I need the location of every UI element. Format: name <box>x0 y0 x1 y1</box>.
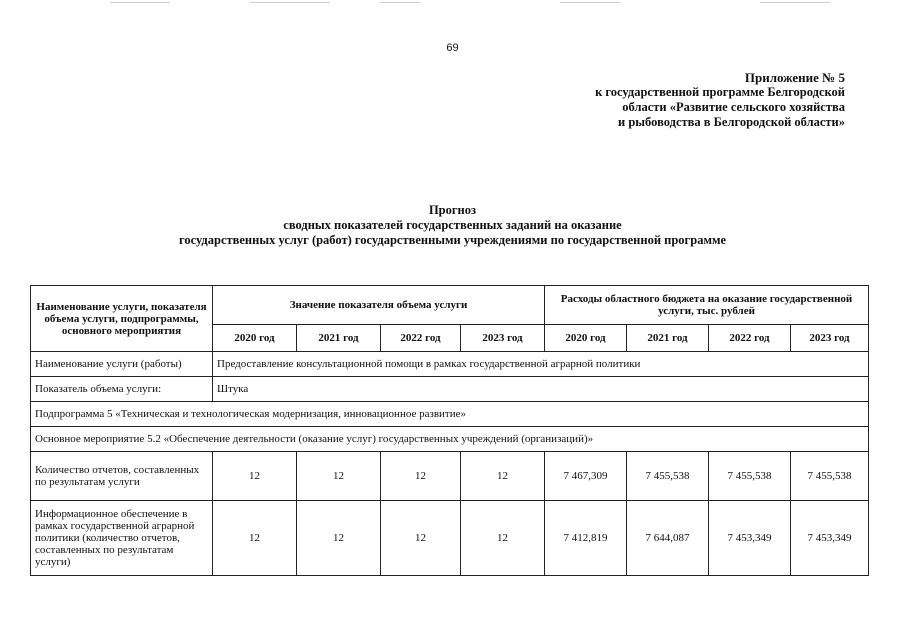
forecast-table <box>30 285 869 576</box>
header-year: 2021 год <box>627 325 709 352</box>
table-row <box>31 452 869 501</box>
subprogram-text: Подпрограмма 5 «Техническая и технологическая модернизация, инновационное развитие» <box>31 402 869 427</box>
appendix-heading <box>545 70 845 130</box>
header-year: 2020 год <box>545 325 627 352</box>
header-year: 2021 год <box>297 325 381 352</box>
expense-value: 7 644,087 <box>627 501 709 576</box>
volume-value: 12 <box>213 501 297 576</box>
expense-value: 7 412,819 <box>545 501 627 576</box>
row-name: Информационное обеспечение в рамках государственной аграрной политики (количество отчетов, составленных по результатам услуги) <box>31 501 213 576</box>
volume-value: 12 <box>213 452 297 501</box>
expense-value: 7 467,309 <box>545 452 627 501</box>
volume-value: 12 <box>297 501 381 576</box>
expense-value: 7 455,538 <box>709 452 791 501</box>
expense-value: 7 455,538 <box>791 452 869 501</box>
title-line: сводных показателей государственных заданий на оказание <box>283 218 622 232</box>
appendix-line: к государственной программе Белгородской <box>595 85 845 99</box>
scan-line-top-3 <box>380 2 420 3</box>
scan-line-top-5 <box>760 2 830 3</box>
volume-value: 12 <box>297 452 381 501</box>
indicator-value: Штука <box>213 377 869 402</box>
page-number: 69 <box>446 42 459 54</box>
indicator-label: Показатель объема услуги: <box>31 377 213 402</box>
main-event-row <box>31 427 869 452</box>
appendix-line: области «Развитие сельского хозяйства <box>622 100 845 114</box>
scan-line-top-2 <box>250 2 330 3</box>
header-expenses-group: Расходы областного бюджета на оказание государственной услуги, тыс. рублей <box>545 286 869 325</box>
volume-value: 12 <box>381 501 461 576</box>
service-name-label: Наименование услуги (работы) <box>31 352 213 377</box>
header-name-column: Наименование услуги, показателя объема услуги, подпрограммы, основного мероприятия <box>31 286 213 352</box>
header-year: 2022 год <box>709 325 791 352</box>
document-title <box>0 203 905 248</box>
header-year: 2022 год <box>381 325 461 352</box>
title-line: Прогноз <box>428 203 477 217</box>
indicator-row <box>31 377 869 402</box>
main-event-text: Основное мероприятие 5.2 «Обеспечение деятельности (оказание услуг) государственных учреждений (организаций)» <box>31 427 869 452</box>
scan-line-top-1 <box>110 2 170 3</box>
volume-value: 12 <box>461 452 545 501</box>
expense-value: 7 453,349 <box>791 501 869 576</box>
appendix-line: и рыбоводства в Белгородской области» <box>618 115 845 129</box>
header-year: 2023 год <box>461 325 545 352</box>
header-year: 2020 год <box>213 325 297 352</box>
service-name-row <box>31 352 869 377</box>
appendix-line: Приложение № 5 <box>744 70 845 85</box>
volume-value: 12 <box>381 452 461 501</box>
volume-value: 12 <box>461 501 545 576</box>
expense-value: 7 453,349 <box>709 501 791 576</box>
scan-line-top-4 <box>560 2 620 3</box>
expense-value: 7 455,538 <box>627 452 709 501</box>
header-volume-group: Значение показателя объема услуги <box>213 286 545 325</box>
service-name-value: Предоставление консультационной помощи в рамках государственной аграрной политики <box>213 352 869 377</box>
header-year: 2023 год <box>791 325 869 352</box>
row-name: Количество отчетов, составленных по результатам услуги <box>31 452 213 501</box>
title-line: государственных услуг (работ) государственными учреждениями по государственной программе <box>178 233 727 247</box>
table-row <box>31 501 869 576</box>
header-row-groups <box>31 286 869 325</box>
subprogram-row <box>31 402 869 427</box>
